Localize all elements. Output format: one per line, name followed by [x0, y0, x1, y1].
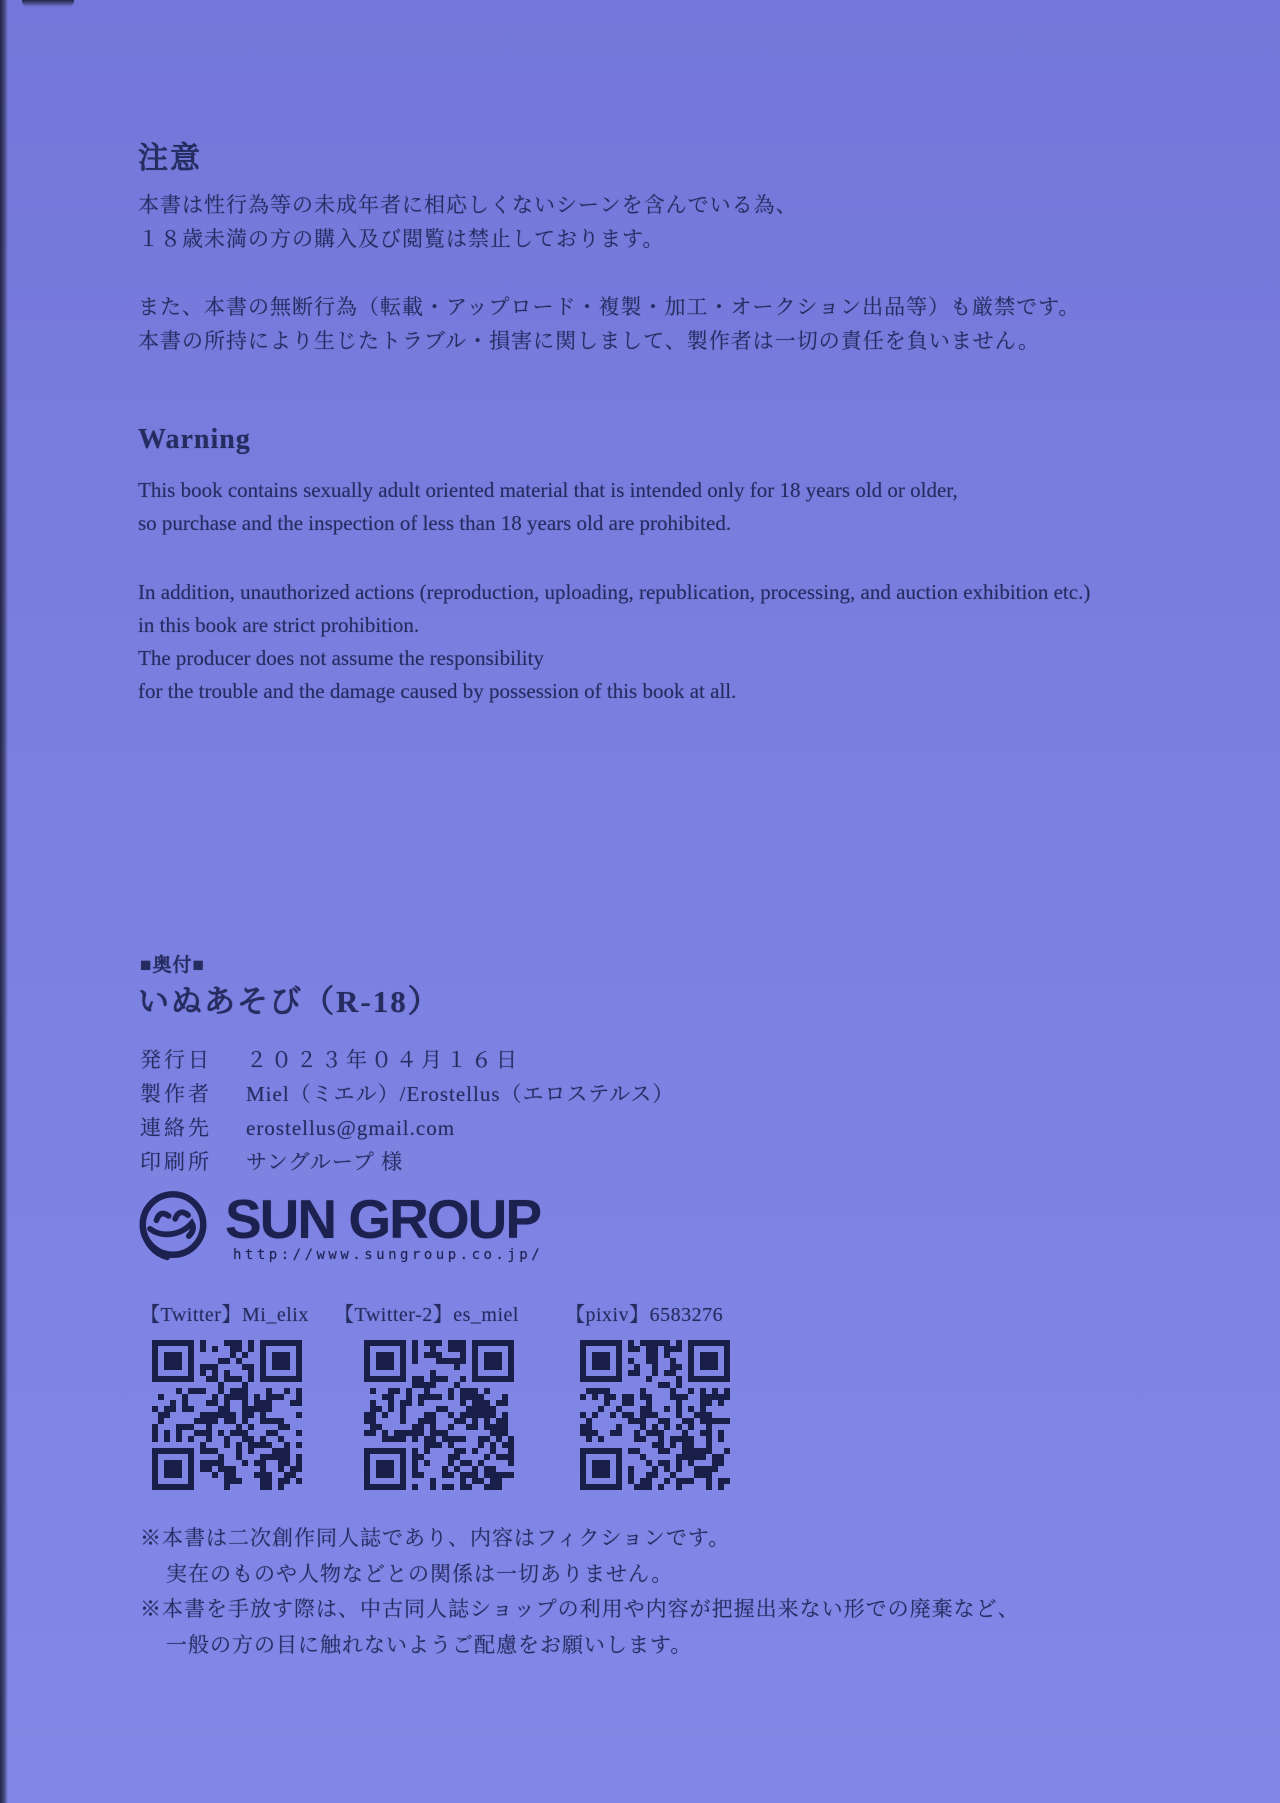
scan-edge-shadow: [0, 0, 8, 1803]
social-value: Mi_elix: [241, 1304, 309, 1326]
warning-en-paragraph-1: [138, 474, 958, 540]
social-value: 6583276: [649, 1304, 724, 1326]
colophon-row-value: Miel（ミエル）/Erostellus（エロステルス）: [246, 1082, 675, 1106]
colophon-row-contact: [140, 1112, 455, 1142]
notice-jp-line: １８歳未満の方の購入及び閲覧は禁止しております。: [138, 227, 665, 251]
colophon-row-label: 印刷所: [140, 1150, 212, 1174]
warning-en-line: in this book are strict prohibition.: [138, 613, 420, 637]
colophon-row-producer: [140, 1078, 674, 1108]
colophon-row-printer: [140, 1146, 403, 1176]
book-title: いぬあそび（R-18）: [138, 984, 441, 1019]
scan-corner-mark: [22, 0, 74, 7]
footer-note-line: ※本書は二次創作同人誌であり、内容はフィクションです。: [140, 1526, 731, 1550]
colophon-row-value: erostellus@gmail.com: [246, 1116, 456, 1140]
warning-en-line: for the trouble and the damage caused by possession of this book at all.: [138, 679, 737, 703]
social-label: 【pixiv】: [565, 1304, 650, 1326]
notice-jp-paragraph-2: [138, 290, 1080, 358]
sun-group-logo: [137, 1190, 543, 1267]
warning-en-line: The producer does not assume the responsibility: [138, 646, 544, 670]
notice-jp-paragraph-1: [138, 188, 798, 256]
colophon-row-label: 連絡先: [140, 1116, 212, 1140]
notice-jp-line: 本書の所持により生じたトラブル・損害に関しまして、製作者は一切の責任を負いません。: [138, 329, 1040, 353]
qr-code-twitter: [152, 1340, 302, 1490]
qr-code-twitter-2: [364, 1340, 514, 1490]
colophon-row-value: サングループ 様: [246, 1150, 404, 1174]
footer-note-line: 一般の方の目に触れないようご配慮をお願いします。: [166, 1633, 693, 1657]
social-label: 【Twitter】: [140, 1304, 242, 1326]
social-item-twitter-2: [334, 1298, 519, 1327]
sun-group-logo-icon: [137, 1190, 209, 1267]
colophon-marker: ■奥付■: [140, 955, 205, 976]
colophon-row-value: ２０２３年０４月１６日: [246, 1048, 521, 1072]
warning-en-line: In addition, unauthorized actions (reproduction, uploading, republication, processing, and auction exhibition etc.): [138, 580, 1091, 604]
footer-note-line: 実在のものや人物などとの関係は一切ありません。: [166, 1562, 674, 1586]
notice-jp-line: 本書は性行為等の未成年者に相応しくないシーンを含んでいる為、: [138, 193, 798, 217]
qr-code-pixiv: [580, 1340, 730, 1490]
sun-group-text: [225, 1188, 544, 1263]
warning-en-line: so purchase and the inspection of less than 18 years old are prohibited.: [138, 511, 732, 535]
social-item-pixiv: [565, 1298, 723, 1327]
sun-group-url: http://www.sungroup.co.jp/: [233, 1247, 544, 1263]
warning-en-line: This book contains sexually adult oriented material that is intended only for 18 years old or older,: [138, 478, 958, 502]
social-value: es_miel: [453, 1304, 519, 1326]
social-label: 【Twitter-2】: [334, 1304, 454, 1326]
social-item-twitter: [140, 1298, 309, 1327]
footer-note-line: ※本書を手放す際は、中古同人誌ショップの利用や内容が把握出来ない形での廃棄など、: [140, 1597, 1020, 1621]
warning-en-heading: Warning: [138, 424, 251, 455]
colophon-row-publish-date: [140, 1044, 521, 1074]
notice-jp-line: また、本書の無断行為（転載・アップロード・複製・加工・オークション出品等）も厳禁です。: [138, 295, 1081, 319]
sun-group-name: SUN GROUP: [225, 1188, 541, 1250]
colophon-row-label: 発行日: [140, 1048, 212, 1072]
notice-jp-heading: 注意: [138, 142, 202, 175]
colophon-row-label: 製作者: [140, 1082, 212, 1106]
warning-en-paragraph-2: [138, 576, 1090, 708]
